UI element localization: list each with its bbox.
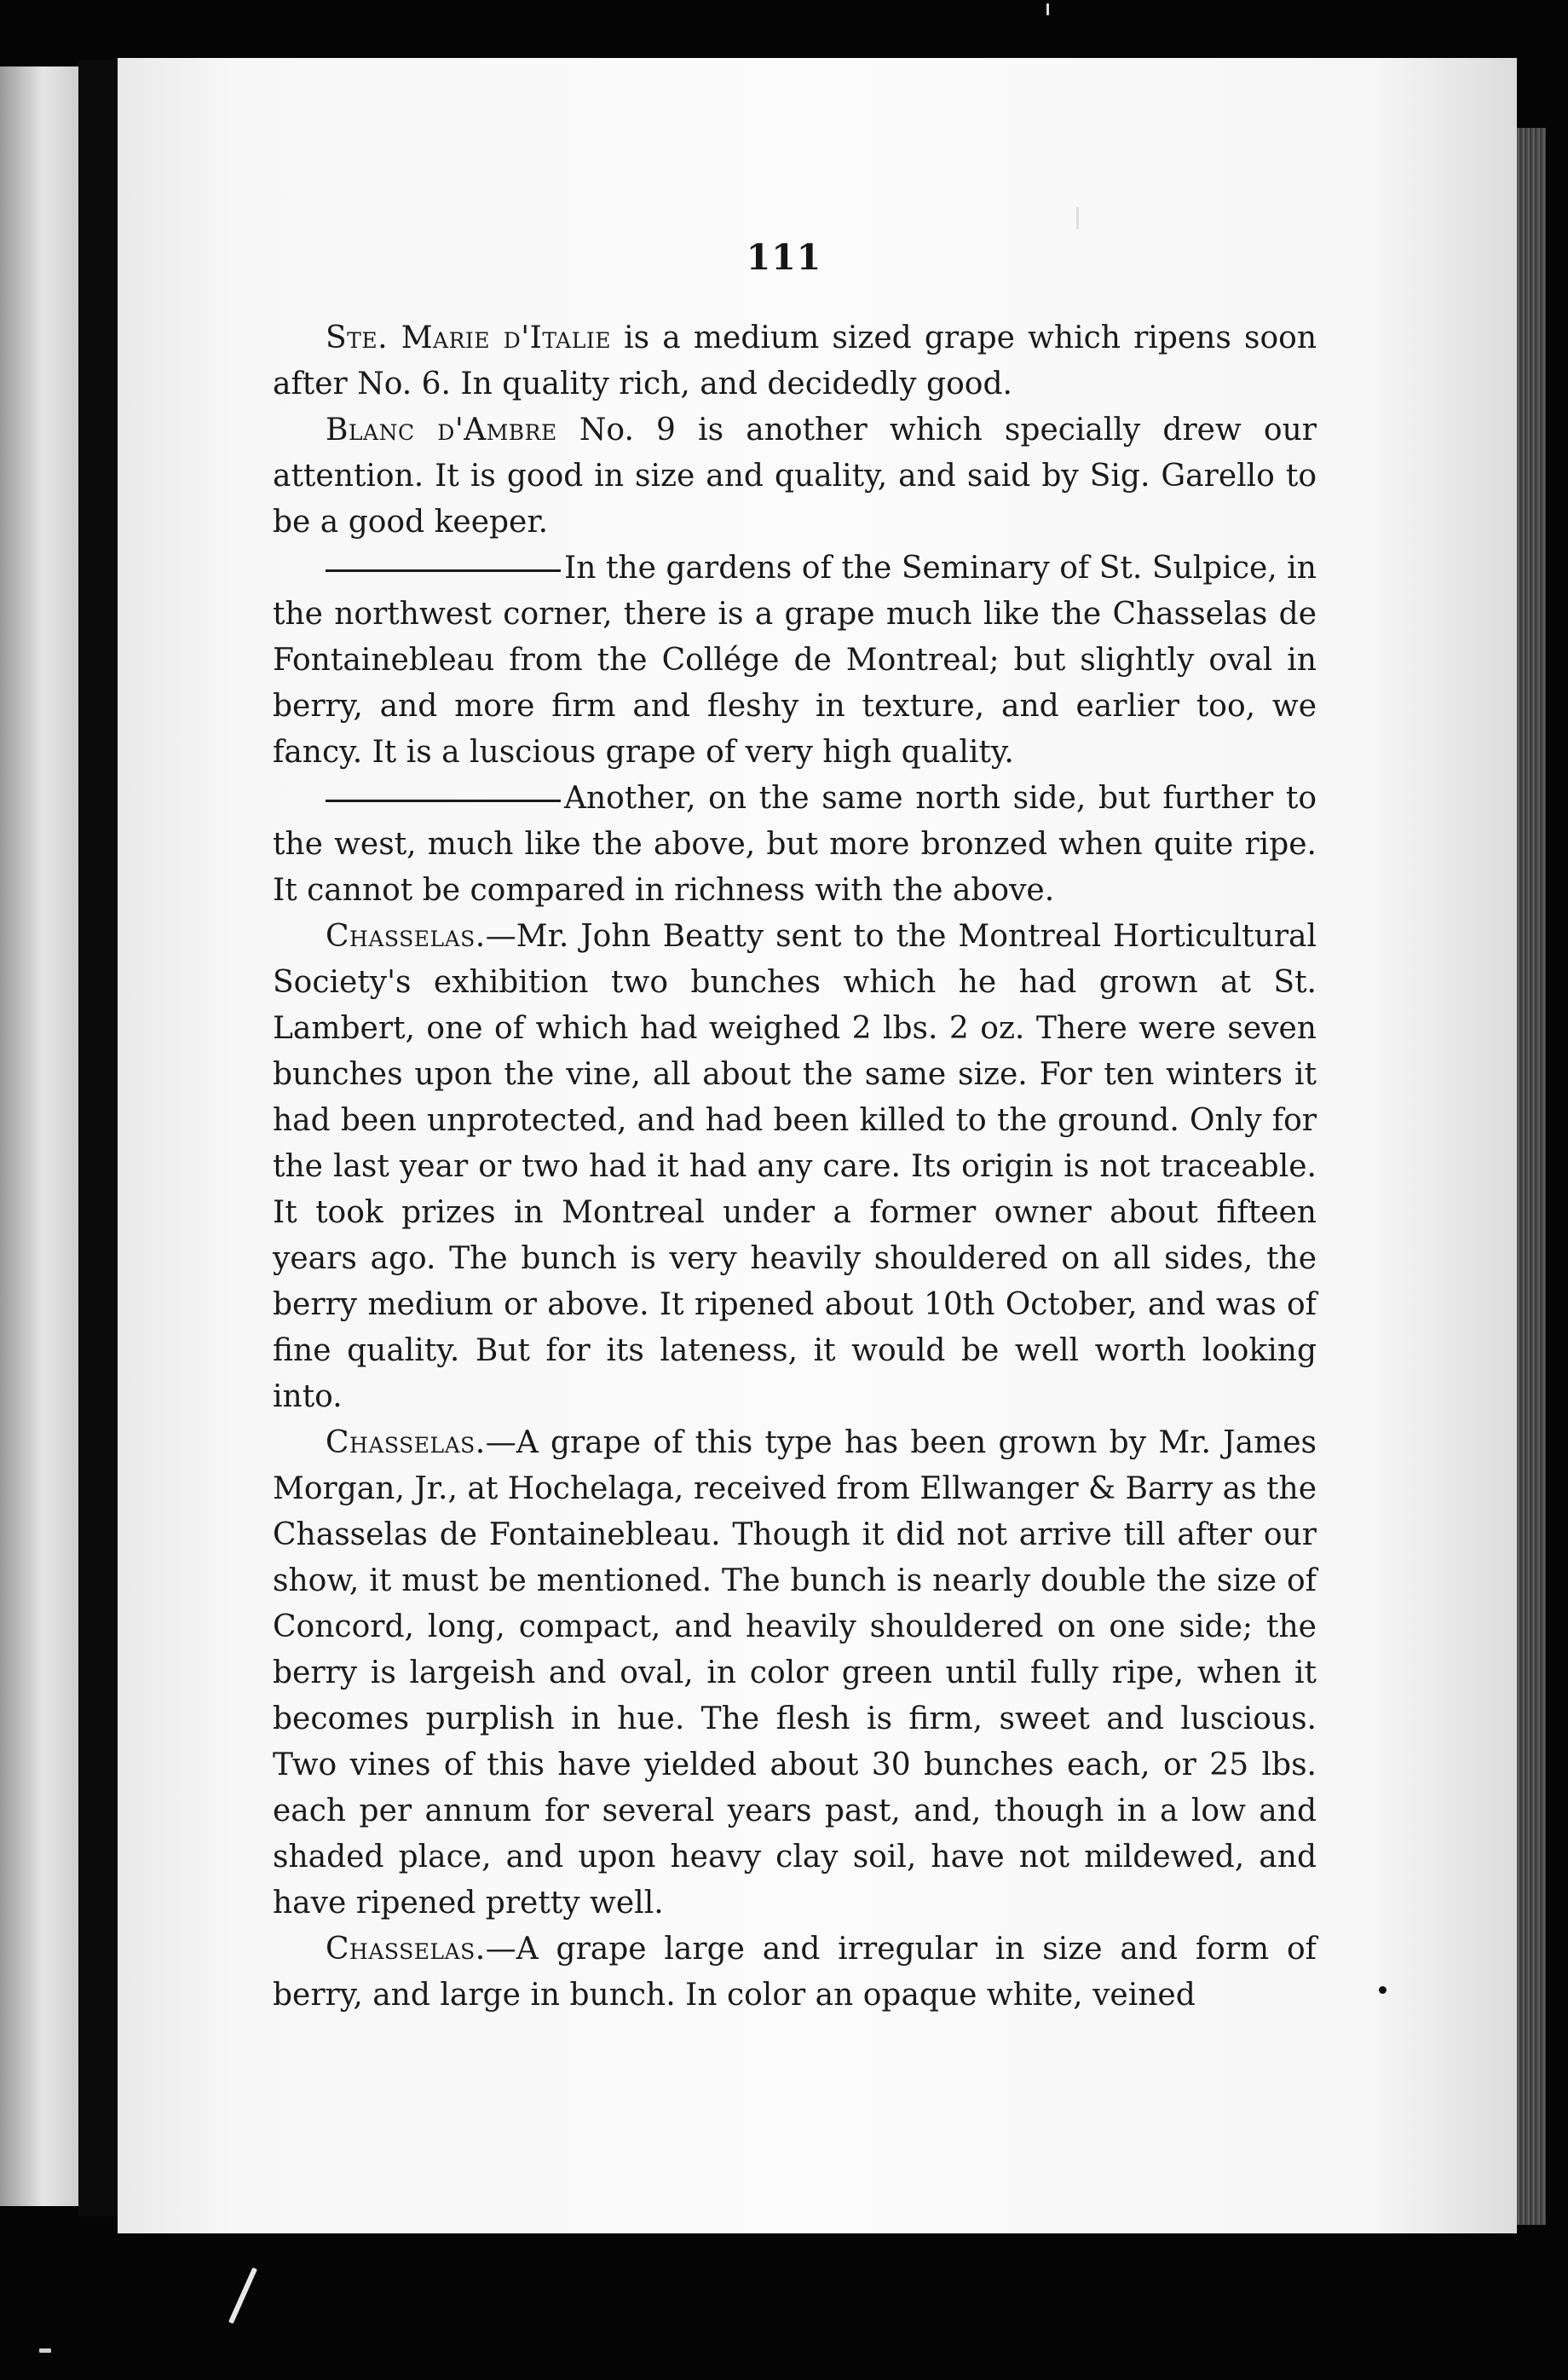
paragraph-chasselas-beatty bbox=[273, 914, 1317, 1420]
scan-mark bbox=[228, 2267, 257, 2324]
paragraph-blanc-dambre bbox=[273, 407, 1317, 546]
page-edges bbox=[1517, 128, 1546, 2225]
dust-speck bbox=[1379, 1986, 1386, 1994]
paragraph-chasselas-morgan bbox=[273, 1420, 1317, 1927]
paragraph-heading: Blanc d'Ambre bbox=[326, 413, 557, 448]
paragraph-heading: Chasselas. bbox=[326, 1932, 486, 1967]
book-gutter bbox=[78, 60, 118, 2216]
paragraph-chasselas-large bbox=[273, 1927, 1317, 2019]
scan-mark bbox=[39, 2348, 51, 2353]
paragraph-ste-marie bbox=[273, 315, 1317, 407]
paragraph-seminary bbox=[273, 546, 1317, 776]
paragraph-text: Another, on the same north side, but further to the west, much like the above, but more bronzed when quite ripe. It cannot be compared in richness with the above. bbox=[273, 781, 1317, 908]
paragraph-heading: Ste. Marie d'Italie bbox=[326, 321, 611, 355]
scan-mark bbox=[1046, 3, 1049, 15]
paragraph-text: —A grape large and irregular in size and form of berry, and large in bunch. In color an opaque white, veined bbox=[273, 1932, 1317, 2013]
paragraph-text: —A grape of this type has been grown by Mr. James Morgan, Jr., at Hochelaga, received from Ellwanger & Barry as the Chasselas de Fontainebleau. Though it did not arrive till after our show, it must be mentioned. The bunch is nearly double the size of Concord, long, compact, and heavily shouldered on one side; the berry is largeish and oval, in color green until fully ripe, when it becomes purplish in hue. The flesh is firm, sweet and luscious. Two vines of this have yielded about 30 bunches each, or 25 lbs. each per annum for several years past, and, though in a low and shaded place, and upon heavy clay soil, have not mildewed, and have ripened pretty well. bbox=[273, 1425, 1317, 1921]
body-text bbox=[273, 315, 1317, 2019]
paragraph-heading: Chasselas. bbox=[326, 1425, 486, 1460]
paragraph-another bbox=[273, 776, 1317, 914]
facing-page-edge bbox=[0, 66, 78, 2206]
ditto-dash bbox=[326, 800, 561, 802]
paragraph-text: —Mr. John Beatty sent to the Montreal Horticultural Society's exhibition two bunches which he had grown at St. Lambert, one of which had weighed 2 lbs. 2 oz. There were seven bunches upon the vine, all about the same size. For ten winters it had been unprotected, and had been killed to the ground. Only for the last year or two had it had any care. Its origin is not traceable. It took prizes in Montreal under a former owner about fifteen years ago. The bunch is very heavily shouldered on all sides, the berry medium or above. It ripened about 10th October, and was of fine quality. But for its lateness, it would be well worth looking into. bbox=[273, 919, 1317, 1414]
paragraph-heading: Chasselas. bbox=[326, 919, 486, 954]
ditto-dash bbox=[326, 569, 561, 572]
paragraph-text: In the gardens of the Seminary of St. Sulpice, in the northwest corner, there is a grape much like the Chasselas de Fontainebleau from the Collége de Montreal; but slightly oval in berry, and more firm and fleshy in texture, and earlier too, we fancy. It is a luscious grape of very high quality. bbox=[273, 551, 1317, 770]
paragraph-text: is a medium sized grape which ripens soon after No. 6. In quality rich, and decidedly good. bbox=[273, 321, 1317, 401]
paragraph-text: No. 9 is another which specially drew our attention. It is good in size and quality, and said by Sig. Garello to be a good keeper. bbox=[273, 413, 1317, 540]
paper-mark bbox=[1076, 207, 1079, 229]
page-number: 111 bbox=[746, 237, 822, 278]
